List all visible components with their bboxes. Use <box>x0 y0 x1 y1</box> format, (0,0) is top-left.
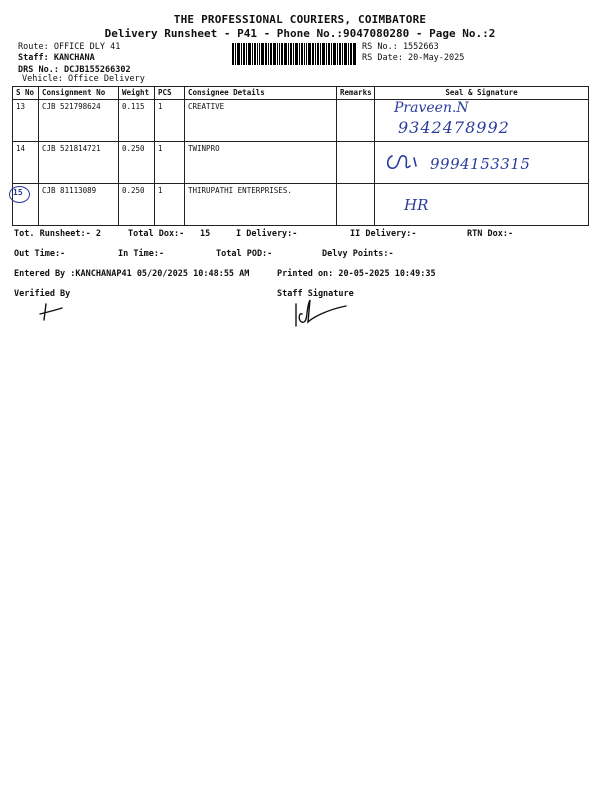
cell-sno: 13 <box>13 100 39 142</box>
cell-consignee: CREATIVE <box>185 100 337 142</box>
out-time: Out Time:- <box>14 249 66 259</box>
col-weight: Weight <box>119 87 155 100</box>
total-runsheet: Tot. Runsheet:- 2 <box>14 229 101 239</box>
total-dox-label: Total Dox:- <box>128 229 185 239</box>
cell-pcs: 1 <box>155 100 185 142</box>
handwritten-signature-mark <box>384 148 434 178</box>
cell-sno: 14 <box>13 142 39 184</box>
printed-on: Printed on: 20-05-2025 10:49:35 <box>277 269 436 279</box>
total-dox-value: 15 <box>200 229 211 239</box>
handwritten-initials: HR <box>404 196 429 214</box>
circled-sno: 15 <box>13 188 23 197</box>
barcode-image <box>232 43 356 65</box>
handwritten-phone: 9342478992 <box>398 118 510 137</box>
cell-consignee: THIRUPATHI ENTERPRISES. <box>185 184 337 226</box>
cell-weight: 0.115 <box>119 100 155 142</box>
i-delivery: I Delivery:- <box>236 229 298 239</box>
runsheet-title: Delivery Runsheet - P41 - Phone No.:9047080280 - Page No.:2 <box>104 27 496 40</box>
cell-pcs: 1 <box>155 142 185 184</box>
verified-by-label: Verified By <box>14 289 71 299</box>
vehicle-label: Vehicle: Office Delivery <box>22 74 145 84</box>
staff-signature-label: Staff Signature <box>277 289 354 299</box>
ii-delivery: II Delivery:- <box>350 229 417 239</box>
rs-number: RS No.: 1552663 <box>362 42 439 52</box>
col-seal-signature: Seal & Signature <box>375 87 589 100</box>
cell-consignment: CJB 521814721 <box>39 142 119 184</box>
cell-remarks <box>337 142 375 184</box>
rs-date: RS Date: 20-May-2025 <box>362 53 465 63</box>
entered-by: Entered By :KANCHANAP41 05/20/2025 10:48:55 AM <box>14 269 250 279</box>
col-remarks: Remarks <box>337 87 375 100</box>
drs-number: DRS No.: DCJB155266302 <box>18 65 131 75</box>
cell-pcs: 1 <box>155 184 185 226</box>
cell-consignment: CJB 81113089 <box>39 184 119 226</box>
col-pcs: PCS <box>155 87 185 100</box>
cell-weight: 0.250 <box>119 184 155 226</box>
cell-consignment: CJB 521798624 <box>39 100 119 142</box>
handwritten-name: Praveen.N <box>394 100 469 116</box>
total-pod: Total POD:- <box>216 249 273 259</box>
cell-remarks <box>337 184 375 226</box>
route-label: Route: OFFICE DLY 41 <box>18 42 121 52</box>
in-time: In Time:- <box>118 249 165 259</box>
table-row <box>13 184 589 226</box>
staff-signature <box>290 296 360 328</box>
handwritten-phone: 9994153315 <box>430 155 531 173</box>
cell-remarks <box>337 100 375 142</box>
staff-label: Staff: KANCHANA <box>18 53 95 63</box>
col-consignment: Consignment No <box>39 87 119 100</box>
delvy-points: Delvy Points:- <box>322 249 394 259</box>
verified-signature <box>36 300 76 324</box>
company-name: THE PROFESSIONAL COURIERS, COIMBATORE <box>173 13 427 26</box>
cell-consignee: TWINPRO <box>185 142 337 184</box>
col-consignee: Consignee Details <box>185 87 337 100</box>
col-sno: S No <box>13 87 39 100</box>
rtn-dox: RTN Dox:- <box>467 229 514 239</box>
table-header-row <box>13 87 589 100</box>
cell-weight: 0.250 <box>119 142 155 184</box>
